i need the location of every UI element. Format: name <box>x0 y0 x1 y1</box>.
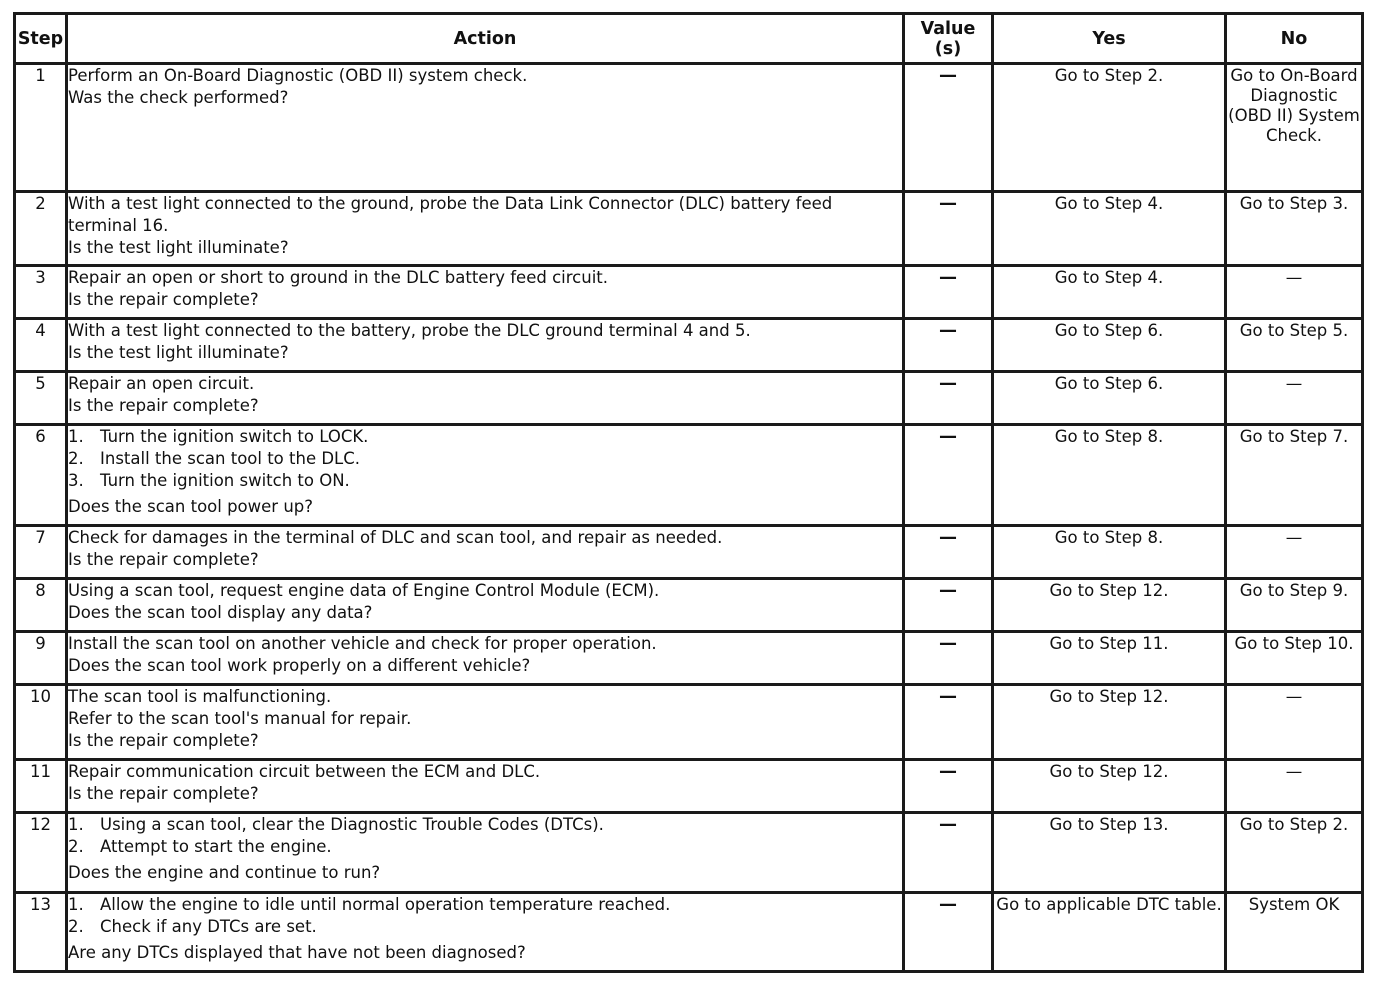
yes-cell: Go to Step 12. <box>993 579 1226 632</box>
value-cell: — <box>904 526 993 579</box>
step-number: 9 <box>15 632 67 685</box>
step-number: 8 <box>15 579 67 632</box>
no-cell: Go to Step 9. <box>1226 579 1363 632</box>
table-row <box>15 266 1363 319</box>
table-row <box>15 685 1363 760</box>
step-number: 4 <box>15 319 67 372</box>
action-line: Is the repair complete? <box>68 784 259 803</box>
table-row <box>15 813 1363 893</box>
step-number: 7 <box>15 526 67 579</box>
table-row <box>15 192 1363 266</box>
step-number: 5 <box>15 372 67 425</box>
step-number: 1 <box>15 64 67 192</box>
yes-cell: Go to Step 6. <box>993 372 1226 425</box>
action-line: Check for damages in the terminal of DLC and scan tool, and repair as needed. <box>68 528 723 547</box>
diagnostic-table <box>13 12 1364 973</box>
header-row <box>15 14 1363 64</box>
header-step: Step <box>15 14 67 64</box>
action-line: Was the check performed? <box>68 88 289 107</box>
value-cell: — <box>904 760 993 813</box>
action-line: Refer to the scan tool's manual for repair. <box>68 709 412 728</box>
no-cell: System OK <box>1226 893 1363 972</box>
action-cell <box>67 64 904 192</box>
action-line: Is the repair complete? <box>68 731 259 750</box>
header-action: Action <box>67 14 904 64</box>
action-line: Is the repair complete? <box>68 396 259 415</box>
no-cell: Go to Step 10. <box>1226 632 1363 685</box>
table-row <box>15 526 1363 579</box>
action-cell <box>67 579 904 632</box>
table-row <box>15 425 1363 526</box>
step-number: 3 <box>15 266 67 319</box>
value-cell: — <box>904 319 993 372</box>
value-cell: — <box>904 192 993 266</box>
header-no: No <box>1226 14 1363 64</box>
action-line: Does the scan tool display any data? <box>68 603 373 622</box>
step-number: 6 <box>15 425 67 526</box>
action-cell <box>67 266 904 319</box>
action-line: Is the test light illuminate? <box>68 343 289 362</box>
action-line: Using a scan tool, request engine data of Engine Control Module (ECM). <box>68 581 660 600</box>
action-line: Is the repair complete? <box>68 550 259 569</box>
action-line: Repair communication circuit between the ECM and DLC. <box>68 762 541 781</box>
action-list-item: 1. Turn the ignition switch to LOCK. <box>68 427 369 446</box>
action-cell <box>67 372 904 425</box>
action-cell <box>67 760 904 813</box>
step-number: 2 <box>15 192 67 266</box>
step-number: 11 <box>15 760 67 813</box>
step-number: 12 <box>15 813 67 893</box>
action-line: Is the test light illuminate? <box>68 238 289 257</box>
table-row <box>15 319 1363 372</box>
no-cell: Go to Step 5. <box>1226 319 1363 372</box>
no-cell: Go to Step 3. <box>1226 192 1363 266</box>
table-row <box>15 632 1363 685</box>
action-question: Are any DTCs displayed that have not been diagnosed? <box>68 943 526 962</box>
action-line: Does the scan tool work properly on a different vehicle? <box>68 656 531 675</box>
yes-cell: Go to Step 4. <box>993 192 1226 266</box>
action-line: With a test light connected to the ground, probe the Data Link Connector (DLC) battery feed terminal 16. <box>68 194 833 235</box>
action-cell <box>67 893 904 972</box>
no-cell: Go to On-Board Diagnostic (OBD II) System Check. <box>1226 64 1363 192</box>
step-number: 10 <box>15 685 67 760</box>
yes-cell: Go to Step 6. <box>993 319 1226 372</box>
value-cell: — <box>904 893 993 972</box>
value-cell: — <box>904 685 993 760</box>
action-list-item: 3. Turn the ignition switch to ON. <box>68 471 350 490</box>
yes-cell: Go to Step 11. <box>993 632 1226 685</box>
action-cell <box>67 526 904 579</box>
table-row <box>15 760 1363 813</box>
action-list-item: 2. Install the scan tool to the DLC. <box>68 449 361 468</box>
action-list-item: 2. Check if any DTCs are set. <box>68 917 317 936</box>
yes-cell: Go to applicable DTC table. <box>993 893 1226 972</box>
table-row <box>15 579 1363 632</box>
action-line: Install the scan tool on another vehicle and check for proper operation. <box>68 634 657 653</box>
value-cell: — <box>904 813 993 893</box>
no-cell: — <box>1226 266 1363 319</box>
action-cell <box>67 632 904 685</box>
value-cell: — <box>904 425 993 526</box>
yes-cell: Go to Step 12. <box>993 760 1226 813</box>
action-line: Is the repair complete? <box>68 290 259 309</box>
no-cell: — <box>1226 760 1363 813</box>
action-list-item: 1. Allow the engine to idle until normal operation temperature reached. <box>68 895 671 914</box>
action-cell <box>67 685 904 760</box>
no-cell: — <box>1226 372 1363 425</box>
value-cell: — <box>904 579 993 632</box>
value-cell: — <box>904 372 993 425</box>
yes-cell: Go to Step 2. <box>993 64 1226 192</box>
action-cell <box>67 319 904 372</box>
action-cell <box>67 425 904 526</box>
table-row <box>15 372 1363 425</box>
action-line: The scan tool is malfunctioning. <box>68 687 332 706</box>
yes-cell: Go to Step 8. <box>993 425 1226 526</box>
action-list-item: 2. Attempt to start the engine. <box>68 837 332 856</box>
table-row <box>15 893 1363 972</box>
value-cell: — <box>904 64 993 192</box>
action-line: With a test light connected to the battery, probe the DLC ground terminal 4 and 5. <box>68 321 751 340</box>
action-cell <box>67 813 904 893</box>
header-yes: Yes <box>993 14 1226 64</box>
action-line: Repair an open circuit. <box>68 374 255 393</box>
value-cell: — <box>904 266 993 319</box>
action-list-item: 1. Using a scan tool, clear the Diagnostic Trouble Codes (DTCs). <box>68 815 604 834</box>
header-value: Value (s) <box>904 14 993 64</box>
yes-cell: Go to Step 4. <box>993 266 1226 319</box>
no-cell: — <box>1226 685 1363 760</box>
no-cell: Go to Step 2. <box>1226 813 1363 893</box>
yes-cell: Go to Step 12. <box>993 685 1226 760</box>
yes-cell: Go to Step 13. <box>993 813 1226 893</box>
action-line: Repair an open or short to ground in the DLC battery feed circuit. <box>68 268 608 287</box>
action-question: Does the scan tool power up? <box>68 497 314 516</box>
step-number: 13 <box>15 893 67 972</box>
no-cell: — <box>1226 526 1363 579</box>
yes-cell: Go to Step 8. <box>993 526 1226 579</box>
value-cell: — <box>904 632 993 685</box>
no-cell: Go to Step 7. <box>1226 425 1363 526</box>
action-cell <box>67 192 904 266</box>
table-row <box>15 64 1363 192</box>
action-question: Does the engine and continue to run? <box>68 863 381 882</box>
action-line: Perform an On-Board Diagnostic (OBD II) system check. <box>68 66 528 85</box>
